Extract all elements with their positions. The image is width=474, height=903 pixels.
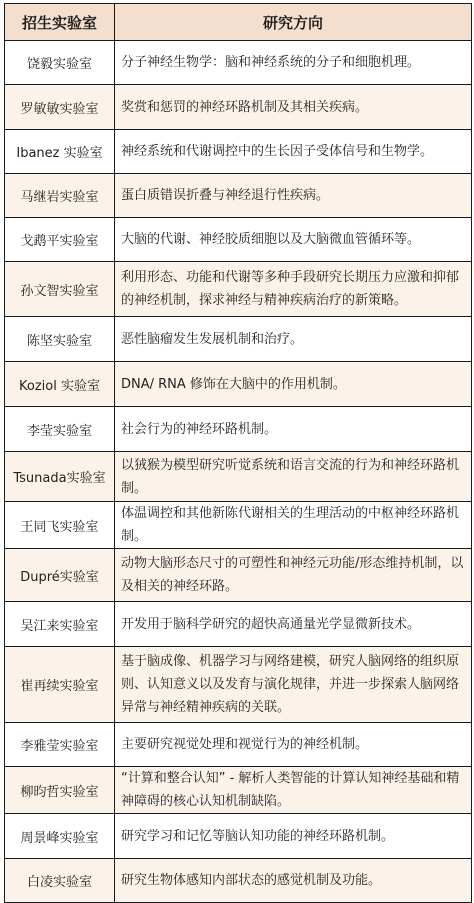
- research-direction-cell: 社会行为的神经环路机制。: [115, 407, 472, 452]
- table-row: [5, 130, 472, 174]
- lab-name-cell: 孙文智实验室: [5, 262, 115, 317]
- research-direction-cell: 体温调控和其他新陈代谢相关的生理活动的中枢神经环路机制。: [115, 502, 472, 549]
- table-row: [5, 647, 472, 723]
- lab-name-cell: 罗敏敏实验室: [5, 85, 115, 130]
- research-direction-cell: 利用形态、功能和代谢等多种手段研究长期压力应激和抑郁的神经机制，探求神经与精神疾病治疗的新策略。: [115, 262, 472, 317]
- table-row: [5, 85, 472, 130]
- research-direction-cell: 以狨猴为模型研究听觉系统和语言交流的行为和神经环路机制。: [115, 452, 472, 502]
- lab-name-cell: 柳昀哲实验室: [5, 767, 115, 814]
- lab-name-cell: 饶毅实验室: [5, 41, 115, 85]
- table-row: [5, 362, 472, 407]
- lab-name-cell: 白凌实验室: [5, 859, 115, 903]
- table-row: [5, 262, 472, 317]
- lab-name-cell: 李雅莹实验室: [5, 723, 115, 767]
- table-row: [5, 723, 472, 767]
- lab-name-cell: Koziol 实验室: [5, 362, 115, 407]
- lab-name-cell: 崔再续实验室: [5, 647, 115, 723]
- lab-name-cell: Dupré实验室: [5, 549, 115, 602]
- research-direction-cell: 分子神经生物学：脑和神经系统的分子和细胞机理。: [115, 41, 472, 85]
- table-row: [5, 41, 472, 85]
- lab-name-cell: 陈坚实验室: [5, 317, 115, 362]
- research-direction-cell: 蛋白质错误折叠与神经退行性疾病。: [115, 174, 472, 218]
- lab-name-cell: 李莹实验室: [5, 407, 115, 452]
- research-direction-cell: DNA/ RNA 修饰在大脑中的作用机制。: [115, 362, 472, 407]
- research-direction-cell: 基于脑成像、机器学习与网络建模，研究人脑网络的组织原则、认知意义以及发育与演化规律，并进一步探索人脑网络异常与神经精神疾病的关联。: [115, 647, 472, 723]
- table-row: [5, 602, 472, 647]
- lab-name-cell: Ibanez 实验室: [5, 130, 115, 174]
- table-body: [5, 41, 472, 903]
- research-direction-cell: 开发用于脑科学研究的超快高通量光学显微新技术。: [115, 602, 472, 647]
- table-row: [5, 549, 472, 602]
- lab-name-cell: 吴江来实验室: [5, 602, 115, 647]
- table-row: [5, 859, 472, 903]
- research-direction-cell: “计算和整合认知” - 解析人类智能的计算认知神经基础和精神障碍的核心认知机制缺陷。: [115, 767, 472, 814]
- table-row: [5, 174, 472, 218]
- research-direction-cell: 大脑的代谢、神经胶质细胞以及大脑微血管循环等。: [115, 218, 472, 262]
- research-direction-cell: 恶性脑瘤发生发展机制和治疗。: [115, 317, 472, 362]
- research-direction-cell: 研究学习和记忆等脑认知功能的神经环路机制。: [115, 814, 472, 859]
- lab-research-table: [4, 3, 472, 903]
- table-header-row: [5, 4, 472, 41]
- research-direction-cell: 动物大脑形态尺寸的可塑性和神经元功能/形态维持机制，以及相关的神经环路。: [115, 549, 472, 602]
- table-row: [5, 317, 472, 362]
- research-direction-cell: 主要研究视觉处理和视觉行为的神经机制。: [115, 723, 472, 767]
- research-direction-cell: 神经系统和代谢调控中的生长因子受体信号和生物学。: [115, 130, 472, 174]
- table-row: [5, 502, 472, 549]
- header-direction: 研究方向: [115, 4, 472, 41]
- table-row: [5, 218, 472, 262]
- header-lab: 招生实验室: [5, 4, 115, 41]
- lab-name-cell: 周景峰实验室: [5, 814, 115, 859]
- lab-name-cell: 马继岩实验室: [5, 174, 115, 218]
- table-row: [5, 407, 472, 452]
- research-direction-cell: 研究生物体感知内部状态的感觉机制及功能。: [115, 859, 472, 903]
- lab-name-cell: 王同飞实验室: [5, 502, 115, 549]
- table-row: [5, 452, 472, 502]
- lab-name-cell: Tsunada实验室: [5, 452, 115, 502]
- table-row: [5, 814, 472, 859]
- table-row: [5, 767, 472, 814]
- lab-name-cell: 戈鹉平实验室: [5, 218, 115, 262]
- research-direction-cell: 奖赏和惩罚的神经环路机制及其相关疾病。: [115, 85, 472, 130]
